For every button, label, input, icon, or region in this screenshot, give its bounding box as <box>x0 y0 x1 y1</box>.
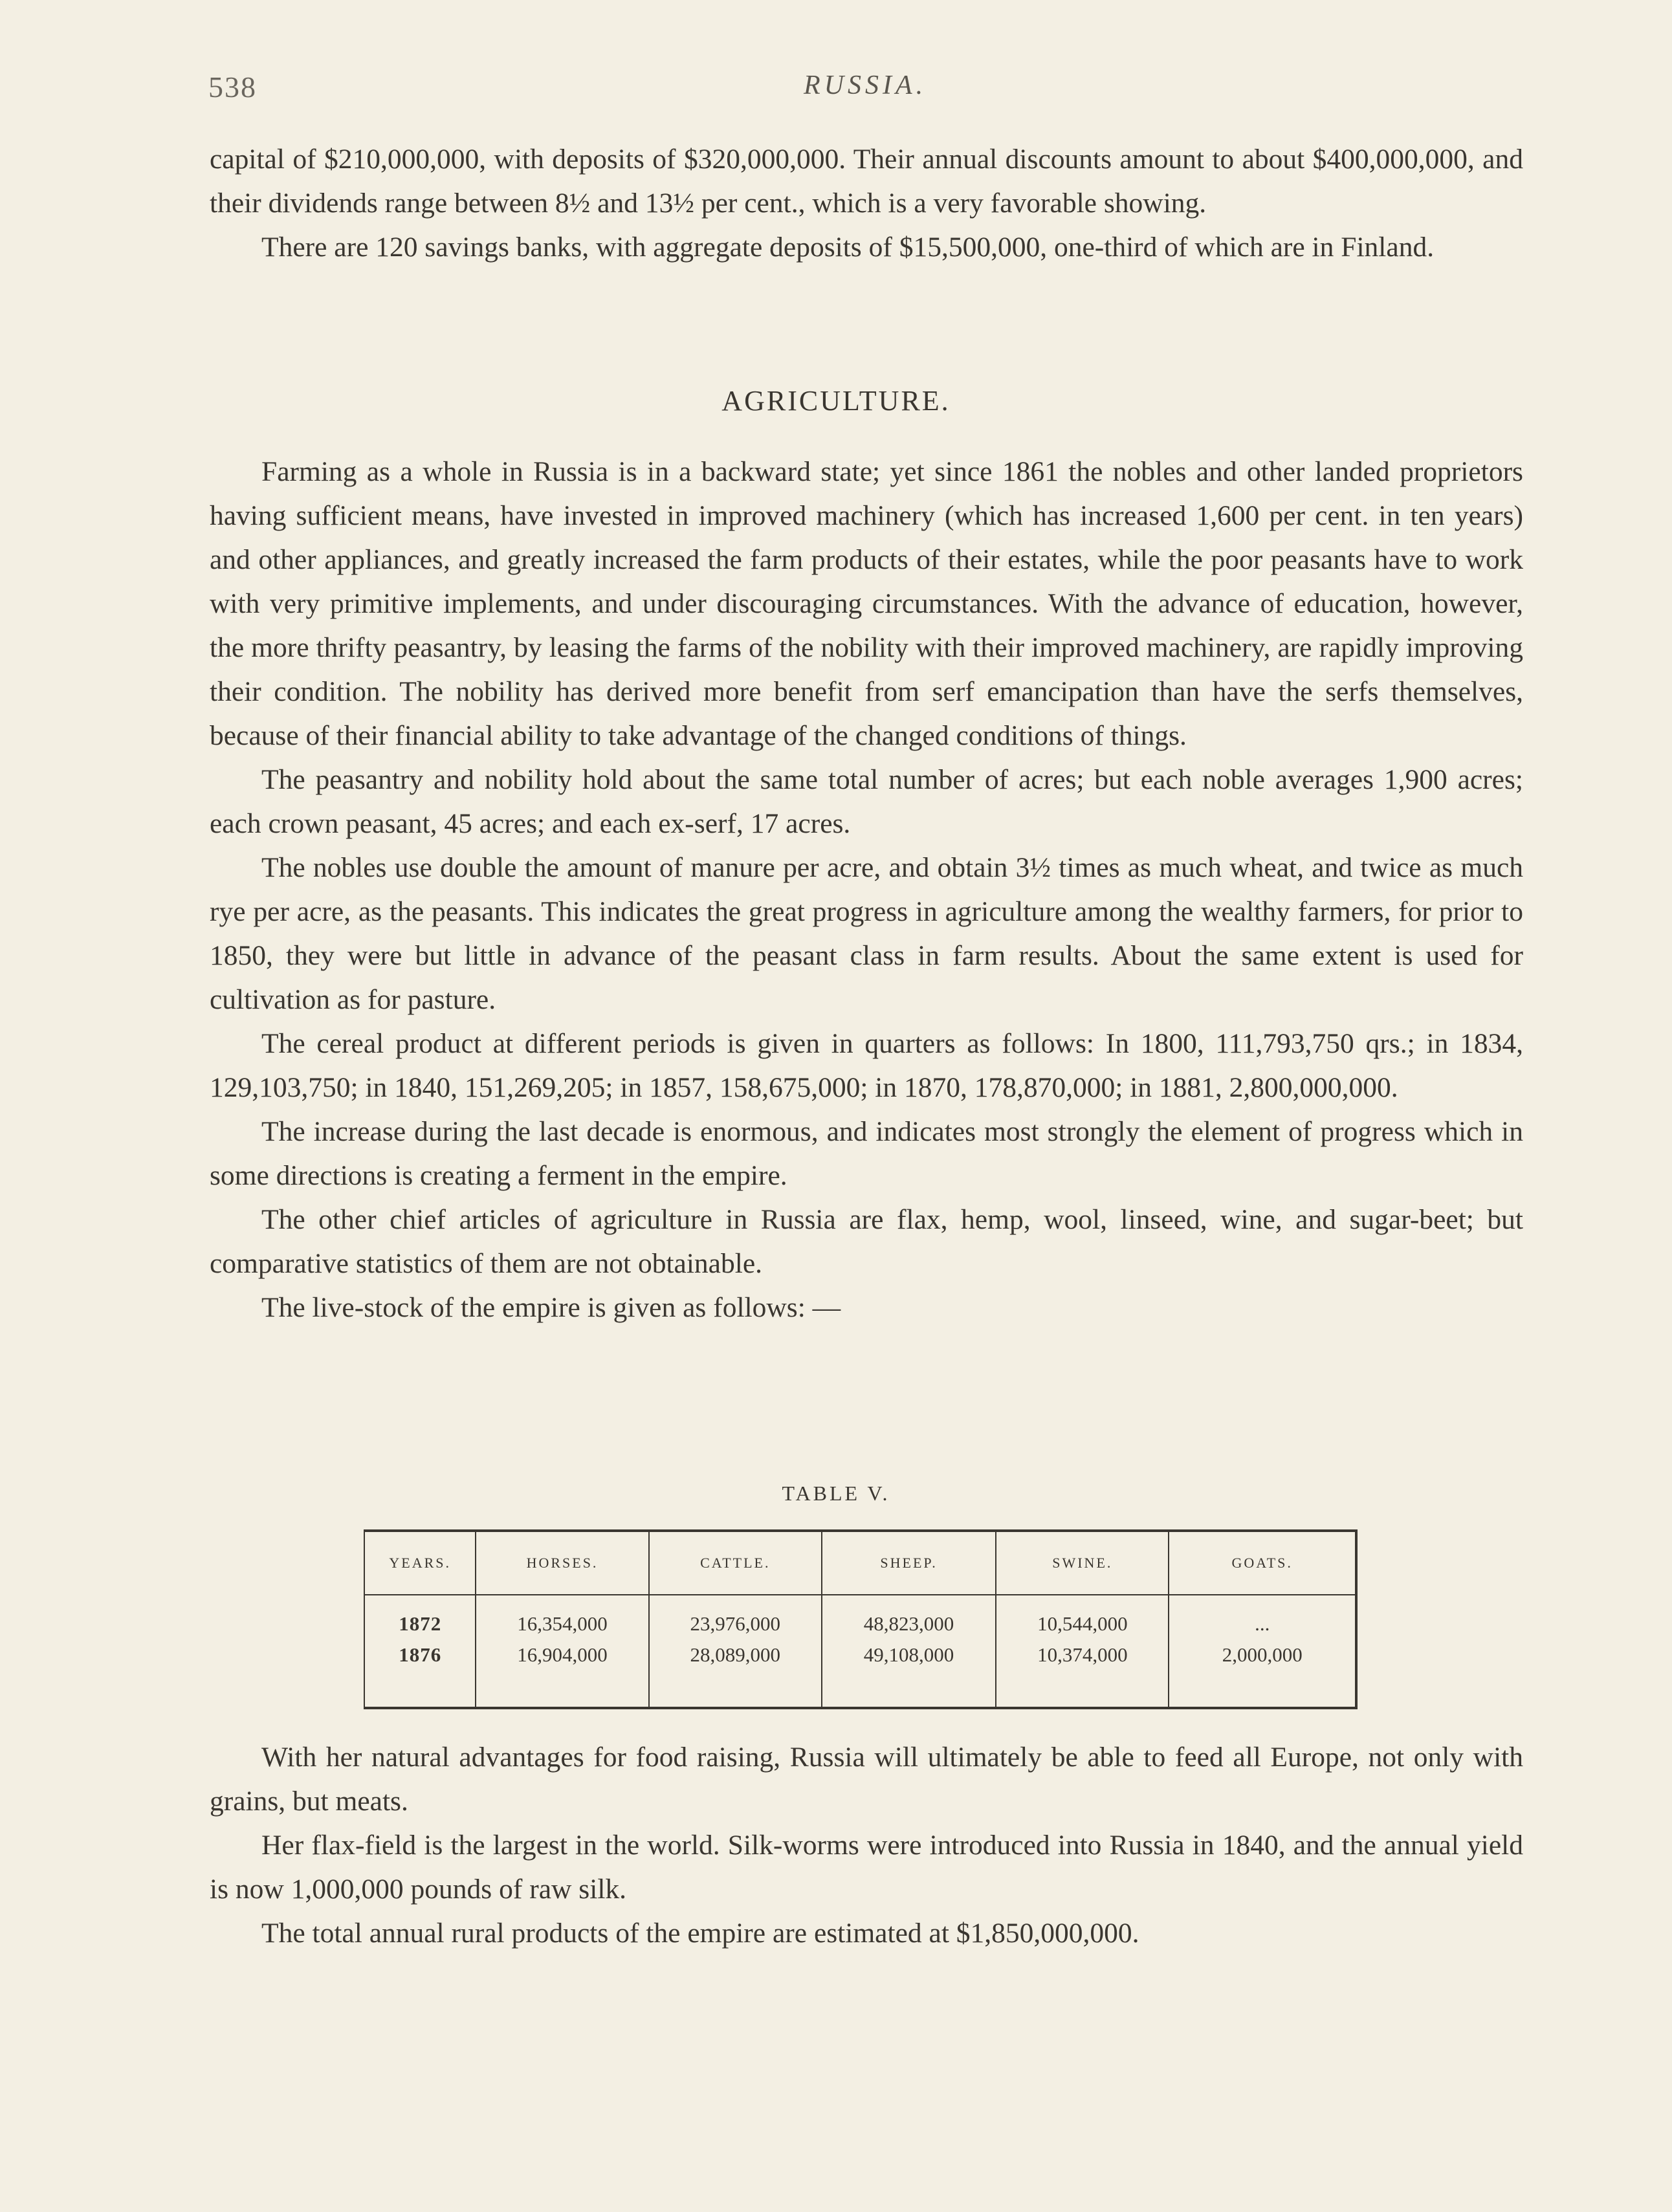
goats-value: ... <box>1255 1612 1270 1635</box>
horses-value: 16,904,000 <box>517 1643 608 1666</box>
livestock-table-container <box>364 1529 1358 1709</box>
table-row <box>364 1595 1356 1708</box>
cattle-value: 23,976,000 <box>690 1612 781 1635</box>
table-header-row <box>364 1531 1356 1595</box>
paragraph: The increase during the last decade is enormous, and indicates most strongly the element of progress which in some directions is creating a ferment in the empire. <box>210 1116 1523 1191</box>
column-header-horses: HORSES. <box>476 1531 648 1595</box>
table-caption: TABLE V. <box>782 1482 890 1505</box>
column-header-goats: GOATS. <box>1169 1531 1356 1595</box>
goats-value: 2,000,000 <box>1222 1643 1303 1666</box>
sheep-cell <box>822 1595 996 1708</box>
paragraph: The peasantry and nobility hold about the same total number of acres; but each noble averages 1,900 acres; each crown peasant, 45 acres; and each ex-serf, 17 acres. <box>210 764 1523 839</box>
cattle-cell <box>649 1595 822 1708</box>
year-value: 1876 <box>399 1643 442 1666</box>
year-value: 1872 <box>399 1612 442 1635</box>
column-header-cattle: CATTLE. <box>649 1531 822 1595</box>
paragraph: capital of $210,000,000, with deposits of $320,000,000. Their annual discounts amount to about $400,000,000, and their dividends range between 8½ and 13½ per cent., which is a very favorable showing. <box>210 144 1523 219</box>
goats-cell <box>1169 1595 1356 1708</box>
column-header-sheep: SHEEP. <box>822 1531 996 1595</box>
column-header-swine: SWINE. <box>996 1531 1169 1595</box>
intro-text <box>210 137 1523 269</box>
paragraph: The cereal product at different periods is given in quarters as follows: In 1800, 111,793,750 qrs.; in 1834, 129,103,750; in 1840, 151,269,205; in 1857, 158,675,000; in 1870, 178,870,000; in 1881, 2,800,000,000. <box>210 1028 1523 1103</box>
paragraph: Her flax-field is the largest in the world. Silk-worms were introduced into Russia in 1840, and the annual yield is now 1,000,000 pounds of raw silk. <box>210 1830 1523 1905</box>
section-title: AGRICULTURE. <box>721 385 951 417</box>
years-cell <box>364 1595 476 1708</box>
agriculture-text <box>210 450 1523 1330</box>
horses-cell <box>476 1595 648 1708</box>
sheep-value: 49,108,000 <box>863 1643 954 1666</box>
running-head: RUSSIA. <box>804 71 927 100</box>
paragraph: There are 120 savings banks, with aggregate deposits of $15,500,000, one-third of which are in Finland. <box>261 232 1435 263</box>
paragraph: The nobles use double the amount of manure per acre, and obtain 3½ times as much wheat, and twice as much rye per acre, as the peasants. This indicates the great progress in agriculture among the wealthy farmers, for prior to 1850, they were but little in advance of the peasant class in farm results. About the same extent is used for cultivation as for pasture. <box>210 852 1523 1015</box>
closing-text <box>210 1735 1523 1955</box>
page-header <box>208 70 1522 109</box>
page-number: 538 <box>208 71 257 104</box>
horses-value: 16,354,000 <box>517 1612 608 1635</box>
paragraph: The total annual rural products of the empire are estimated at $1,850,000,000. <box>261 1918 1139 1949</box>
swine-value: 10,544,000 <box>1037 1612 1128 1635</box>
paragraph: Farming as a whole in Russia is in a backward state; yet since 1861 the nobles and other landed proprietors having sufficient means, have invested in improved machinery (which has increased 1,600 per cent. in ten years) and other appliances, and greatly increased the farm products of their estates, while the poor peasants have to work with very primitive implements, and under discouraging circumstances. With the advance of education, however, the more thrifty peasantry, by leasing the farms of the nobility with their improved machinery, are rapidly improving their condition. The nobility has derived more benefit from serf emancipation than have the serfs themselves, because of their financial ability to take advantage of the changed conditions of things. <box>210 456 1523 751</box>
swine-cell <box>996 1595 1169 1708</box>
column-header-years: YEARS. <box>364 1531 476 1595</box>
livestock-table <box>364 1529 1358 1709</box>
cattle-value: 28,089,000 <box>690 1643 781 1666</box>
paragraph: With her natural advantages for food raising, Russia will ultimately be able to feed all Europe, not only with grains, but meats. <box>210 1742 1523 1817</box>
swine-value: 10,374,000 <box>1037 1643 1128 1666</box>
paragraph: The live-stock of the empire is given as follows: — <box>261 1292 841 1323</box>
sheep-value: 48,823,000 <box>863 1612 954 1635</box>
paragraph: The other chief articles of agriculture in Russia are flax, hemp, wool, linseed, wine, and sugar-beet; but comparative statistics of them are not obtainable. <box>210 1204 1523 1279</box>
